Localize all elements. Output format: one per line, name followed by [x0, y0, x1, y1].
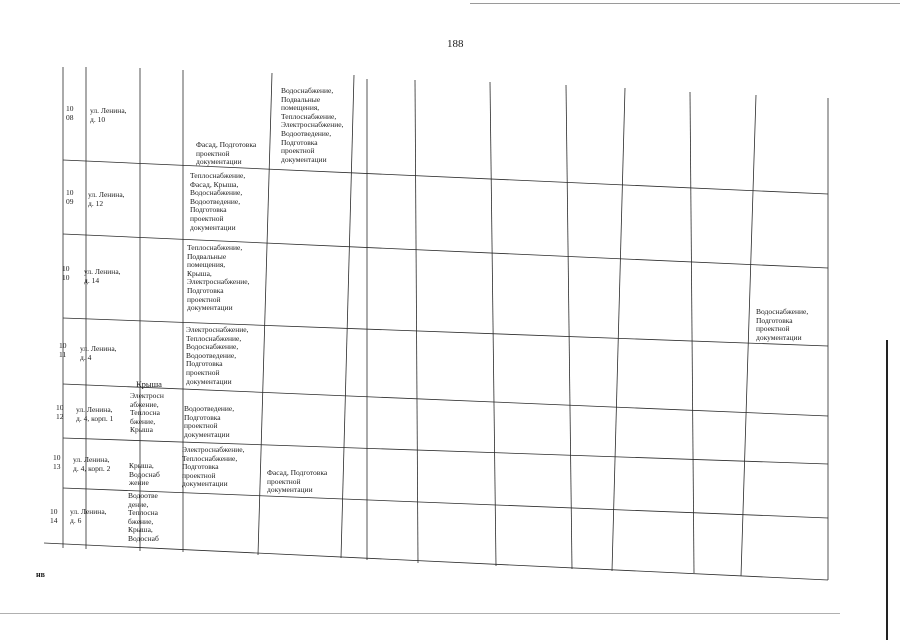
- row-num-1009: 10 09: [66, 188, 74, 206]
- row-num-1013: 10 13: [53, 453, 61, 471]
- row-num-1011: 10 11: [59, 341, 67, 359]
- side-note: Водоснабжение, Подготовка проектной документации: [756, 307, 809, 342]
- row-address-1008: ул. Ленина, д. 10: [90, 106, 127, 124]
- row-num-1008: 10 08: [66, 104, 74, 122]
- row-work-b-1009: Теплоснабжение, Фасад, Крыша, Водоснабжение, Водоотведение, Подготовка проектной документации: [190, 171, 246, 232]
- row-work-c-1013: Фасад, Подготовка проектной документации: [267, 468, 328, 495]
- row-work-b-1012: Водоотведение, Подготовка проектной документации: [184, 404, 235, 439]
- row-address-1013: ул. Ленина, д. 4, корп. 2: [73, 455, 111, 473]
- row-address-1011: ул. Ленина, д. 4: [80, 344, 117, 362]
- row-work-b-1010: Теплоснабжение, Подвальные помещения, Крыша, Электроснабжение, Подготовка проектной документации: [187, 243, 250, 313]
- row-work-b-1013: Электроснабжение, Теплоснабжение, Подготовка проектной документации: [182, 445, 245, 489]
- row-address-1012: ул. Ленина, д. 4, корп. 1: [76, 405, 114, 423]
- row-num-1012: 10 12: [56, 403, 64, 421]
- row-work-b-1011: Электроснабжение, Теплоснабжение, Водоснабжение, Водоотведение, Подготовка проектной документации: [186, 325, 249, 386]
- row-work-c-1008: Водоснабжение, Подвальные помещения, Теплоснабжение, Электроснабжение, Водоотведение, Подготовка проектной документации: [281, 86, 344, 164]
- footer-mark: нв: [36, 570, 45, 579]
- row-address-1009: ул. Ленина, д. 12: [88, 190, 125, 208]
- row-work-a-1013: Крыша, Водоснаб жение: [129, 461, 160, 488]
- row-num-1010: 10 10: [62, 264, 70, 282]
- row-address-1010: ул. Ленина, д. 14: [84, 267, 121, 285]
- row-work-b-1008: Фасад, Подготовка проектной документации: [196, 140, 257, 167]
- row-work-a-1014: Водоотве дение, Теплосна бжение, Крыша, Водоснаб: [128, 491, 159, 543]
- row-work-a-1011: Крыша: [136, 379, 162, 389]
- row-work-a-1012: Электросн абжение, Теплосна бжение, Крыша: [130, 391, 164, 435]
- page-number: 188: [447, 38, 464, 50]
- row-num-1014: 10 14: [50, 507, 58, 525]
- row-address-1014: ул. Ленина, д. 6: [70, 507, 107, 525]
